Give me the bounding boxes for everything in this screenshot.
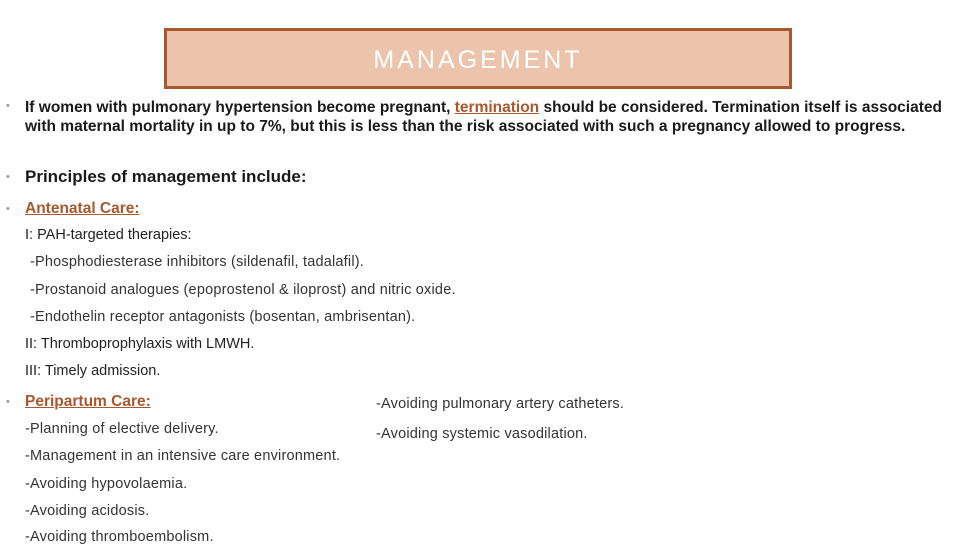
termination-link[interactable]: termination (454, 99, 540, 116)
bullet-dot: • (6, 203, 10, 215)
peripartum-left-item: -Planning of elective delivery. (25, 421, 219, 437)
peripartum-right-item: -Avoiding pulmonary artery catheters. (376, 396, 625, 412)
antenatal-item: II: Thromboprophylaxis with LMWH. (25, 336, 255, 352)
peripartum-left-item: -Avoiding acidosis. (25, 503, 150, 519)
paragraph-text-end: should be considered. Termination itself is associated with maternal mortality in up to 7%, but this is less than the risk associated with such a pregnancy allowed to progress. (25, 99, 942, 135)
principles-heading: Principles of management include: (25, 167, 307, 186)
antenatal-heading[interactable]: Antenatal Care: (25, 200, 140, 217)
peripartum-left-item: -Avoiding thromboembolism. (25, 529, 214, 545)
bullet-dot: • (6, 396, 10, 408)
peripartum-left-item: -Avoiding hypovolaemia. (25, 476, 188, 492)
peripartum-left-item: -Management in an intensive care environment. (25, 448, 341, 464)
page-title: MANAGEMENT (373, 46, 583, 74)
antenatal-item: -Prostanoid analogues (epoprostenol & iloprost) and nitric oxide. (30, 282, 456, 298)
antenatal-item: III: Timely admission. (25, 363, 161, 379)
antenatal-item: -Phosphodiesterase inhibitors (sildenafil, tadalafil). (30, 254, 364, 270)
bullet-dot: • (6, 100, 10, 112)
paragraph-termination (25, 98, 945, 136)
peripartum-heading[interactable]: Peripartum Care: (25, 393, 151, 410)
peripartum-right-item: -Avoiding systemic vasodilation. (376, 426, 588, 442)
antenatal-item: I: PAH-targeted therapies: (25, 227, 192, 243)
title-box (164, 28, 792, 89)
bullet-dot: • (6, 171, 10, 183)
paragraph-text-start: If women with pulmonary hypertension become pregnant, (25, 99, 455, 116)
antenatal-item: -Endothelin receptor antagonists (bosentan, ambrisentan). (30, 309, 416, 325)
